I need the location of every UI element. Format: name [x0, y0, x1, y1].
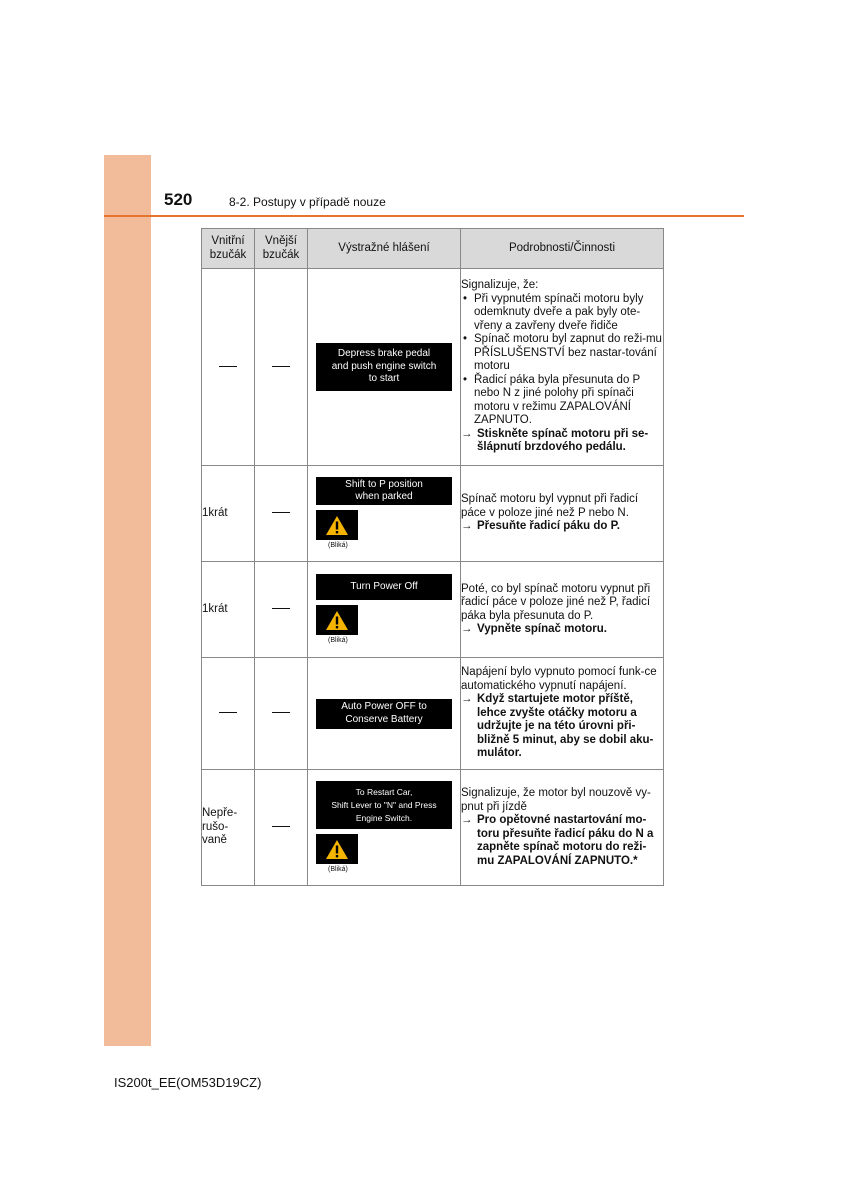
dash	[272, 366, 290, 367]
display-message: Depress brake pedal and push engine switch to start	[316, 343, 452, 391]
dash	[272, 826, 290, 827]
action-text: → Stiskněte spínač motoru při se-šlápnutí brzdového pedálu.	[461, 427, 649, 454]
page-number: 520	[164, 190, 193, 209]
arrow-right-icon: →	[461, 693, 473, 706]
blink-note: (Bliká)	[328, 866, 348, 873]
dash	[219, 366, 237, 367]
details-bullets	[461, 293, 663, 428]
dash	[272, 712, 290, 713]
col-external-buzzer: Vnější bzučák	[255, 229, 308, 269]
warning-light	[316, 605, 358, 635]
table-row	[202, 269, 664, 466]
details-cell	[461, 562, 664, 658]
details-cell	[461, 770, 664, 886]
action-text: → Pro opětovné nastartování mo-toru přesuňte řadicí páku do N a zapněte spínač motoru do reži-mu ZAPALOVÁNÍ ZAPNUTO.*	[461, 814, 654, 867]
details-intro: Signalizuje, že motor byl nouzově vy-pnut při jízdě	[461, 787, 651, 813]
details-intro: Napájení bylo vypnuto pomocí funk-ce automatického vypnutí napájení.	[461, 666, 657, 692]
list-item: • Spínač motoru byl zapnut do reži-mu PŘÍSLUŠENSTVÍ bez nastar-tování motoru	[474, 333, 663, 374]
chapter-sidebar-tab	[104, 155, 151, 1046]
details-cell	[461, 269, 664, 466]
details-cell	[461, 658, 664, 770]
external-buzzer-cell	[255, 466, 308, 562]
details-cell	[461, 466, 664, 562]
col-details-actions: Podrobnosti/Činnosti	[461, 229, 664, 269]
external-buzzer-cell	[255, 658, 308, 770]
details-intro: Spínač motoru byl vypnut při řadicí páce v poloze jiné než P nebo N.	[461, 493, 639, 519]
display-message: To Restart Car, Shift Lever to "N" and Press Engine Switch.	[316, 781, 452, 829]
table-row	[202, 770, 664, 886]
header-rule	[104, 215, 744, 217]
display-message: Auto Power OFF to Conserve Battery	[316, 699, 452, 729]
action-text: → Přesuňte řadicí páku do P.	[461, 520, 620, 533]
action-text: → Vypněte spínač motoru.	[461, 623, 607, 635]
display-message: Shift to P position when parked	[316, 477, 452, 505]
arrow-right-icon: →	[461, 427, 473, 440]
table-header-row	[202, 229, 664, 269]
section-title: 8-2. Postupy v případě nouze	[229, 195, 386, 209]
table-row	[202, 562, 664, 658]
warning-triangle-icon	[325, 839, 349, 860]
external-buzzer-cell	[255, 770, 308, 886]
col-internal-buzzer: Vnitřní bzučák	[202, 229, 255, 269]
display-message: Turn Power Off	[316, 574, 452, 600]
arrow-right-icon: →	[461, 520, 473, 533]
dash	[272, 608, 290, 609]
internal-buzzer-cell: 1krát	[202, 466, 255, 562]
action-text: → Když startujete motor příště, lehce zvyšte otáčky motoru a udržujte je na této úrovni při-bližně 5 minut, aby se dobil aku-mulátor.	[461, 693, 654, 760]
warning-messages-table	[201, 228, 664, 886]
warning-light	[316, 834, 358, 864]
arrow-right-icon: →	[461, 814, 473, 826]
dash	[272, 512, 290, 513]
details-intro: Signalizuje, že:	[461, 279, 539, 292]
dash	[219, 712, 237, 713]
list-item: • Řadicí páka byla přesunuta do P nebo N z jiné polohy při spínači motoru v režimu ZAPALOVÁNÍ ZAPNUTO.	[474, 374, 663, 428]
details-intro: Poté, co byl spínač motoru vypnut při řadicí páce v poloze jiné než P, řadicí páka byla přesunuta do P.	[461, 582, 651, 622]
internal-buzzer-cell: 1krát	[202, 562, 255, 658]
internal-buzzer-cell: Nepře-rušo-vaně	[202, 770, 255, 886]
message-display-cell	[308, 658, 461, 770]
arrow-right-icon: →	[461, 623, 473, 635]
external-buzzer-cell	[255, 562, 308, 658]
col-warning-message: Výstražné hlášení	[308, 229, 461, 269]
message-display-cell	[308, 269, 461, 466]
warning-light	[316, 510, 358, 540]
message-display-cell	[308, 466, 461, 562]
warning-triangle-icon	[325, 610, 349, 631]
warning-triangle-icon	[325, 515, 349, 536]
internal-buzzer-cell	[202, 269, 255, 466]
internal-buzzer-cell	[202, 658, 255, 770]
blink-note: (Bliká)	[328, 542, 348, 549]
footer-model-code: IS200t_EE(OM53D19CZ)	[114, 1075, 262, 1090]
table-row	[202, 466, 664, 562]
blink-note: (Bliká)	[328, 637, 348, 644]
list-item: • Při vypnutém spínači motoru byly odemknuty dveře a pak byly ote-vřeny a zavřeny dveře řidiče	[474, 293, 663, 334]
table-row	[202, 658, 664, 770]
message-display-cell	[308, 770, 461, 886]
external-buzzer-cell	[255, 269, 308, 466]
message-display-cell	[308, 562, 461, 658]
